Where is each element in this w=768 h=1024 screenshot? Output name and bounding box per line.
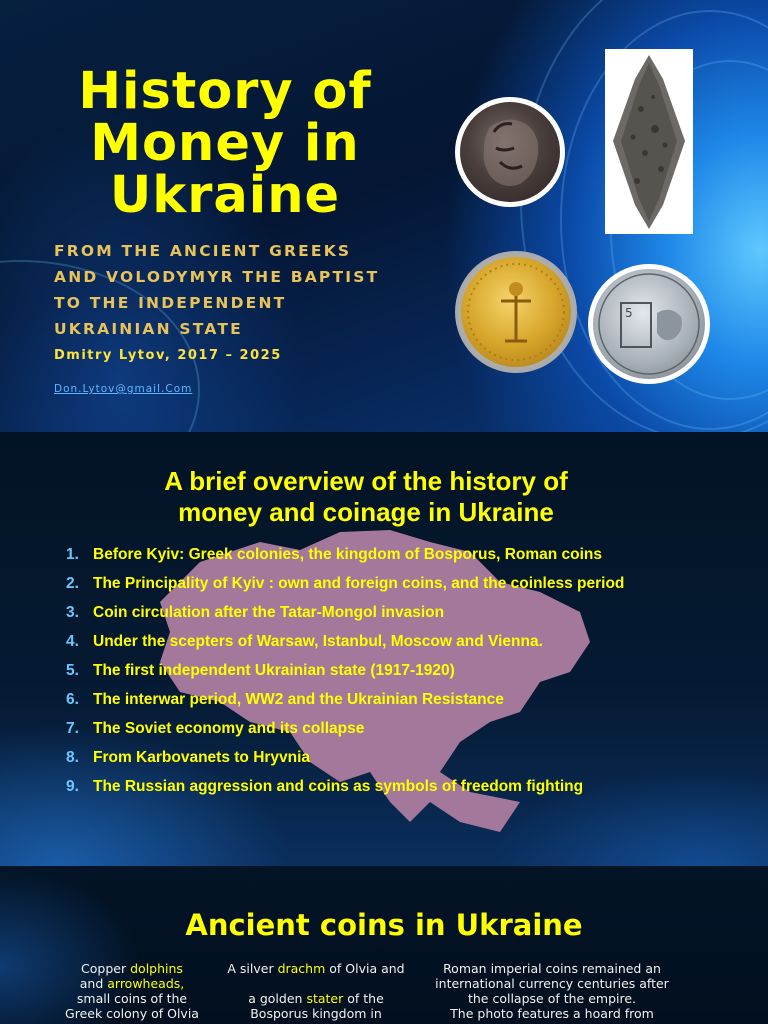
list-item bbox=[66, 546, 726, 563]
list-text: The Soviet economy and its collapse bbox=[93, 720, 365, 737]
list-item bbox=[66, 778, 726, 795]
slide-title: Ancient coins in Ukraine bbox=[185, 908, 583, 942]
text-column-dolphins bbox=[54, 961, 210, 1021]
overview-slide bbox=[0, 432, 768, 866]
text: and bbox=[79, 976, 108, 991]
author-line: Dmitry Lytov, 2017 – 2025 bbox=[54, 348, 282, 363]
silver-coin-icon bbox=[588, 264, 710, 384]
list-number: 8. bbox=[66, 749, 79, 766]
overview-list bbox=[66, 546, 726, 807]
text: of Olvia and bbox=[325, 961, 405, 976]
list-item bbox=[66, 749, 726, 766]
slide-subtitle bbox=[54, 238, 414, 342]
list-item bbox=[66, 691, 726, 708]
title-line: money and coinage in Ukraine bbox=[178, 497, 554, 527]
subtitle-line: FROM THE ANCIENT GREEKS bbox=[54, 242, 352, 260]
list-item bbox=[66, 633, 726, 650]
list-number: 3. bbox=[66, 604, 79, 621]
text: a golden bbox=[248, 991, 307, 1006]
highlight-text: stater bbox=[306, 991, 344, 1006]
bronze-coin-icon bbox=[455, 97, 565, 207]
list-item bbox=[66, 720, 726, 737]
list-number: 5. bbox=[66, 662, 79, 679]
subtitle-line: UKRAINIAN STATE bbox=[54, 320, 243, 338]
svg-text:5: 5 bbox=[625, 306, 633, 320]
text: A silver bbox=[227, 961, 278, 976]
text-column-roman bbox=[430, 961, 674, 1021]
title-slide bbox=[0, 0, 768, 432]
list-text: From Karbovanets to Hryvnia bbox=[93, 749, 311, 766]
subtitle-line: AND VOLODYMYR THE BAPTIST bbox=[54, 268, 380, 286]
list-text: The first independent Ukrainian state (1917-1920) bbox=[93, 662, 455, 679]
text: Copper bbox=[81, 961, 131, 976]
list-number: 7. bbox=[66, 720, 79, 737]
text: Bosporus kingdom in bbox=[250, 1006, 382, 1021]
slide-title bbox=[80, 466, 652, 528]
list-item bbox=[66, 662, 726, 679]
text: the collapse of the empire. bbox=[467, 991, 637, 1006]
text: of the bbox=[343, 991, 384, 1006]
ancient-coins-slide bbox=[0, 866, 768, 1024]
highlight-text: dolphins bbox=[130, 961, 183, 976]
text: international currency centuries after bbox=[435, 976, 669, 991]
highlight-text: arrowheads, bbox=[107, 976, 185, 991]
text-column-drachm bbox=[218, 961, 414, 1021]
list-text: The Principality of Kyiv : own and foreign coins, and the coinless period bbox=[93, 575, 625, 592]
list-number: 9. bbox=[66, 778, 79, 795]
text: The photo features a hoard from bbox=[450, 1006, 654, 1021]
list-text: The Russian aggression and coins as symbols of freedom fighting bbox=[93, 778, 584, 795]
list-item bbox=[66, 604, 726, 621]
list-number: 4. bbox=[66, 633, 79, 650]
gold-coin-icon bbox=[455, 251, 577, 373]
list-text: The interwar period, WW2 and the Ukrainian Resistance bbox=[93, 691, 504, 708]
text: small coins of the bbox=[76, 991, 188, 1006]
slide-title: History of Money in Ukraine bbox=[78, 62, 372, 225]
highlight-text: drachm bbox=[277, 961, 326, 976]
list-text: Before Kyiv: Greek colonies, the kingdom of Bosporus, Roman coins bbox=[93, 546, 603, 563]
list-number: 2. bbox=[66, 575, 79, 592]
text: Greek colony of Olvia bbox=[65, 1006, 199, 1021]
list-text: Coin circulation after the Tatar-Mongol invasion bbox=[93, 604, 445, 621]
text: Roman imperial coins remained an bbox=[443, 961, 661, 976]
arrowhead-coin-icon bbox=[605, 49, 693, 234]
list-number: 1. bbox=[66, 546, 79, 563]
list-text: Under the scepters of Warsaw, Istanbul, Moscow and Vienna. bbox=[93, 633, 543, 650]
email-link[interactable]: Don.Lytov@gmail.Com bbox=[54, 383, 193, 395]
list-item bbox=[66, 575, 726, 592]
list-number: 6. bbox=[66, 691, 79, 708]
title-line: A brief overview of the history of bbox=[164, 466, 568, 496]
subtitle-line: TO THE INDEPENDENT bbox=[54, 294, 287, 312]
